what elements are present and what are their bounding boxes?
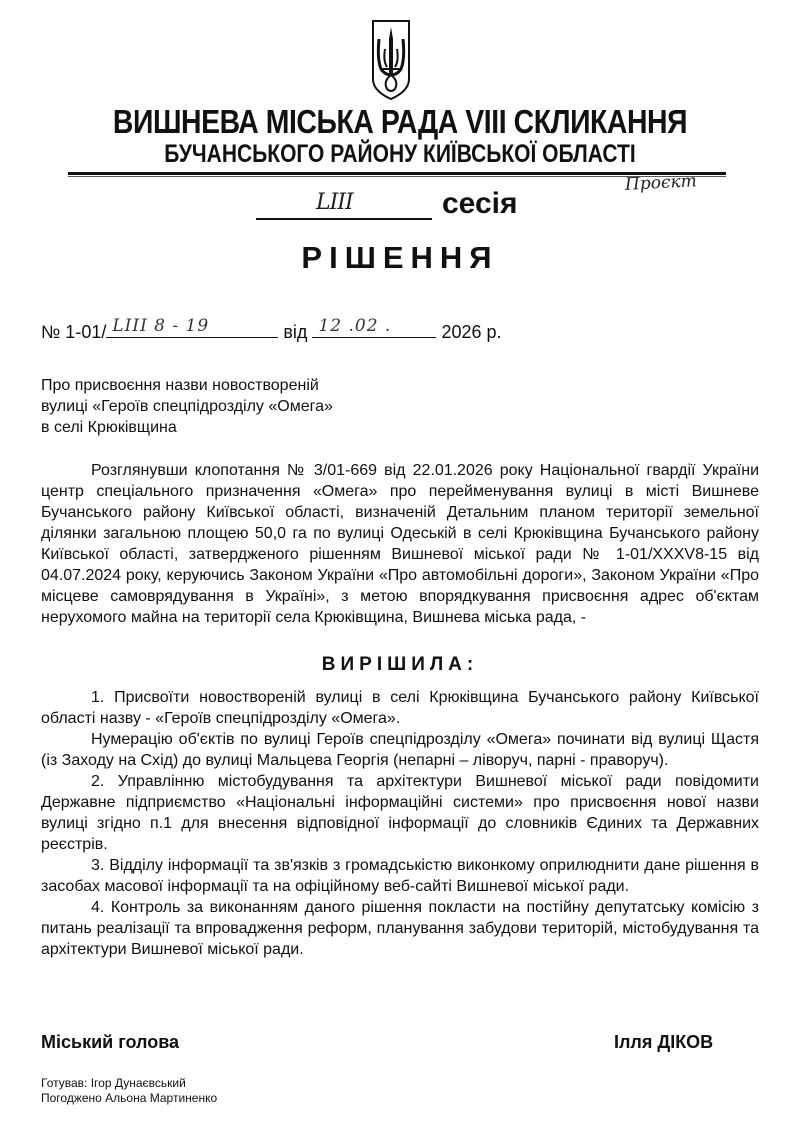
from-label: від <box>283 322 308 342</box>
session-number-blank <box>256 218 432 220</box>
trident-coat-of-arms-icon <box>371 19 411 101</box>
date-handwritten: 12 .02 . <box>318 316 392 336</box>
resolution-item: Нумерацію об'єктів по вулиці Героїв спецпідрозділу «Омега» починати від вулиці Щастя (із Заходу на Схід) до вулиці Мальцева Георгія (непарні – ліворуч, парні - праворуч). <box>41 731 759 769</box>
subject-line: в селі Крюківщина <box>41 419 177 436</box>
session-label: сесія <box>442 187 518 220</box>
resolution-items <box>41 687 759 960</box>
signatory-position: Міський голова <box>41 1032 180 1052</box>
resolution-item: 2. Управлінню містобудування та архітектури Вишневої міської ради повідомити Державне підприємство «Національні інформаційні системи» про присвоєння нової назви вулиці згідно п.1 для внесення відповідної інформації до словників Єдиних та Державних реєстрів. <box>41 773 759 853</box>
preamble-section <box>41 460 759 628</box>
project-handwritten-note: Проєкт <box>624 171 698 195</box>
session-number-handwritten: LIII <box>316 190 353 215</box>
number-prefix: № 1-01/ <box>41 322 107 342</box>
subject-line: Про присвоєння назви новоствореній <box>41 377 319 394</box>
date-blank <box>312 317 436 338</box>
council-name: ВИШНЕВА МІСЬКА РАДА VIII СКЛИКАННЯ <box>112 103 688 140</box>
resolution-item: 1. Присвоїти новоствореній вулиці в селі Крюківщина Бучанського району Київської області назву - «Героїв спецпідрозділу «Омега». <box>41 689 759 727</box>
decision-subject <box>41 375 333 438</box>
footnotes <box>41 1076 217 1106</box>
subject-line: вулиці «Героїв спецпідрозділу «Омега» <box>41 398 333 415</box>
prepared-by: Готував: Ігор Дунаєвський <box>41 1076 186 1090</box>
resolution-item: 4. Контроль за виконанням даного рішення покласти на постійну депутатську комісію з питань реалізації та впровадження реформ, планування забудови територій, містобудування та архітектури Вишневої міської ради. <box>41 899 759 958</box>
signatory-name: Ілля ДІКОВ <box>614 1032 714 1052</box>
resolved-heading: ВИРІШИЛА: <box>321 654 479 675</box>
year-suffix: 2026 р. <box>441 322 502 342</box>
number-handwritten: LIII 8 - 19 <box>112 316 210 336</box>
document-type-title: РІШЕННЯ <box>301 240 499 275</box>
decision-number-line <box>41 317 502 343</box>
resolution-item: 3. Відділу інформації та зв'язків з громадськістю виконкому оприлюднити дане рішення в засобах масової інформації та на офіційному веб-сайті Вишневої міської ради. <box>41 857 759 895</box>
preamble-paragraph: Розглянувши клопотання № 3/01-669 від 22.01.2026 року Національної гвардії України центр спеціального призначення «Омега» про перейменування вулиці в місті Вишневе Бучанського району Київської області, визначеній Детальним планом території земельної ділянки загальною площею 50,0 га по вулиці Одеській в селі Крюківщина Бучанського району Київської області, затвердженого рішенням Вишневої міської ради № 1-01/XXXV8-15 від 04.07.2024 року, керуючись Законом України «Про автомобільні дороги», Законом України «Про місцеве самоврядування в Україні», з метою впорядкування присвоєння адрес об'єктам нерухомого майна на території села Крюківщина, Вишнева міська рада, - <box>41 462 759 626</box>
agreed-by: Погоджено Альона Мартиненко <box>41 1091 218 1105</box>
district-name: БУЧАНСЬКОГО РАЙОНУ КИЇВСЬКОЇ ОБЛАСТІ <box>164 140 636 168</box>
number-blank <box>106 317 278 338</box>
